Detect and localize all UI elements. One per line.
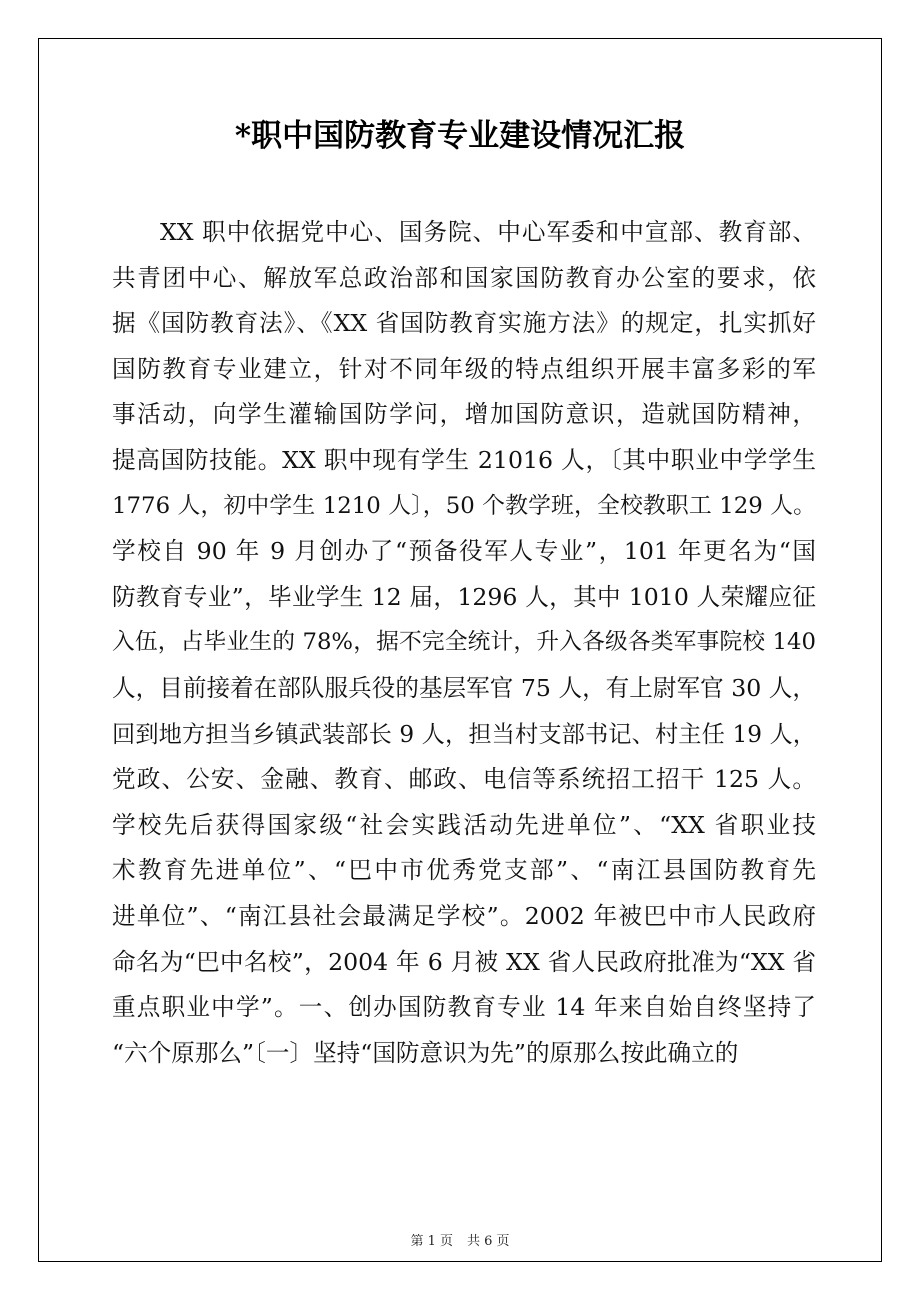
body-line: 人，目前接着在部队服兵役的基层军官 75 人，有上尉军官 30 人，	[112, 673, 816, 702]
body-line: 重点职业中学”。一、创办国防教育专业 14 年来自始自终坚持了	[112, 993, 816, 1022]
body-line: 入伍，占毕业生的 78%，据不完全统计，升入各级各类军事院校 140	[112, 629, 816, 656]
body-line: 命名为“巴中名校”，2004 年 6 月被 XX 省人民政府批准为“XX 省	[112, 947, 816, 976]
body-line: 1776 人，初中学生 1210 人〕，50 个教学班，全校教职工 129 人。	[112, 492, 816, 519]
document-title: *职中国防教育专业建设情况汇报	[234, 118, 686, 154]
body-line: 学校自 90 年 9 月创办了“预备役军人专业”，101 年更名为“国	[112, 537, 816, 566]
body-line: 回到地方担当乡镇武装部长 9 人，担当村支部书记、村主任 19 人，	[112, 720, 816, 748]
page-total: 共 6 页	[467, 1234, 510, 1249]
body-line: 提高国防技能。XX 职中现有学生 21016 人，〔其中职业中学学生	[112, 445, 816, 474]
body-line: 进单位”、“南江县社会最满足学校”。2002 年被巴中市人民政府	[112, 901, 816, 930]
body-line: 国防教育专业建立，针对不同年级的特点组织开展丰富多彩的军	[112, 354, 816, 383]
body-line: 学校先后获得国家级“社会实践活动先进单位”、“XX 省职业技	[112, 810, 816, 839]
page-number: 第 1 页	[410, 1234, 453, 1249]
document-body	[112, 210, 816, 1076]
body-line: 据《国防教育法》、《XX 省国防教育实施方法》的规定，扎实抓好	[112, 309, 816, 338]
body-line: 党政、公安、金融、教育、邮政、电信等系统招工招干 125 人。	[112, 765, 816, 794]
body-line: 事活动，向学生灌输国防学问，增加国防意识，造就国防精神，	[112, 400, 816, 429]
body-line: XX 职中依据党中心、国务院、中心军委和中宣部、教育部、	[160, 218, 816, 246]
body-line: 防教育专业”，毕业学生 12 届，1296 人，其中 1010 人荣耀应征	[112, 582, 816, 611]
page-footer	[0, 1233, 920, 1251]
body-line: “六个原那么”〔一〕坚持“国防意识为先”的原那么按此确立的	[112, 1038, 739, 1067]
body-line: 共青团中心、解放军总政治部和国家国防教育办公室的要求，依	[112, 263, 816, 292]
body-line: 术教育先进单位”、“巴中市优秀党支部”、“南江县国防教育先	[112, 856, 816, 885]
